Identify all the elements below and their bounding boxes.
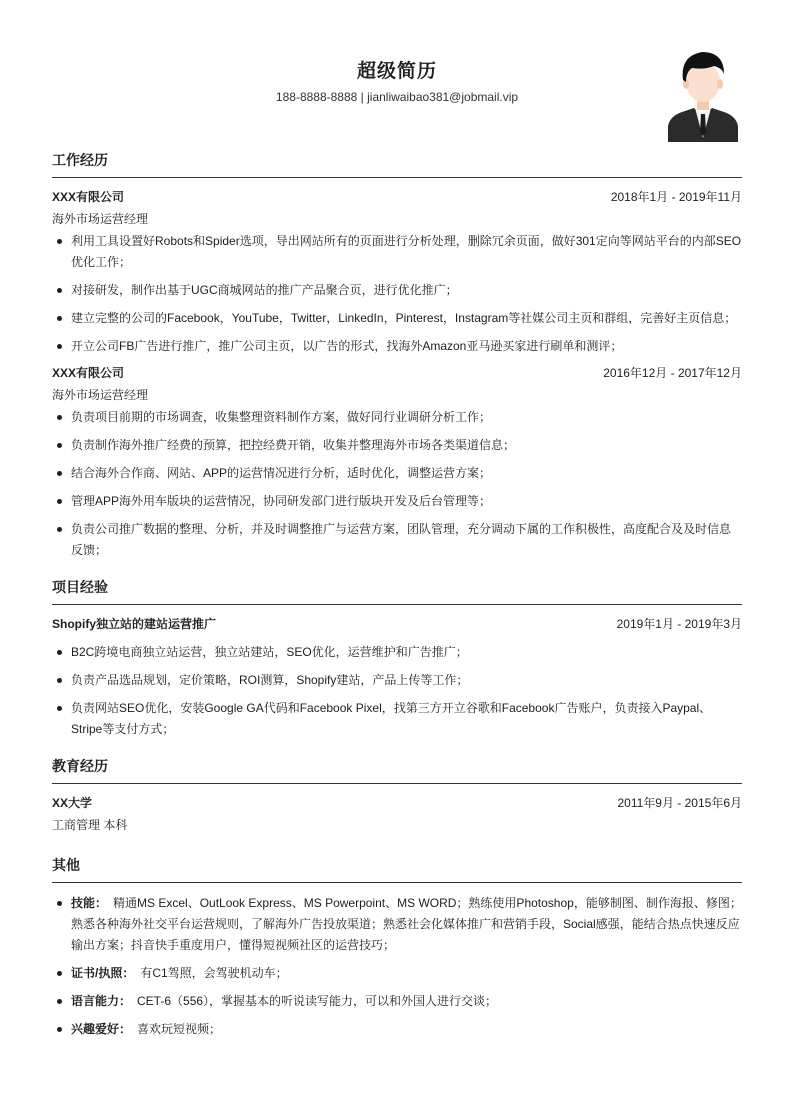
bullet-list — [52, 893, 742, 1040]
work-entry — [52, 188, 742, 357]
list-item: 负责项目前期的市场调查，收集整理资料制作方案，做好同行业调研分析工作； — [52, 407, 742, 428]
education-section — [52, 756, 742, 837]
item-label: 语言能力： — [71, 994, 132, 1008]
project-name: Shopify独立站的建站运营推广 — [52, 617, 216, 631]
item-text: 精通MS Excel、OutLook Express、MS Powerpoint、MS WORD；熟练使用Photoshop，能够制图、制作海报、修图；熟悉各种海外社交平台运营规则，了解海外广告投放渠道；熟悉社会化媒体推广和营销手段，Social感强，能结合热点快速反应输出方案；抖音快手重度用户，懂得短视频社区的运营技巧； — [71, 896, 742, 952]
education-entry — [52, 794, 742, 837]
job-title: 海外市场运营经理 — [52, 212, 149, 226]
list-item: 建立完整的公司的Facebook，YouTube，Twitter，LinkedIn，Pinterest，Instagram等社媒公司主页和群组，完善好主页信息； — [52, 308, 742, 329]
contact-separator: | — [357, 90, 368, 104]
list-item: 开立公司FB广告进行推广，推广公司主页，以广告的形式，找海外Amazon亚马逊买家进行刷单和测评； — [52, 336, 742, 357]
projects-section — [52, 577, 742, 740]
phone-number: 188-8888-8888 — [275, 90, 358, 104]
date-range: 2016年12月 - 2017年12月 — [603, 366, 742, 380]
list-item: 负责制作海外推广经费的预算，把控经费开销，收集并整理海外市场各类渠道信息； — [52, 435, 742, 456]
list-item — [52, 963, 742, 984]
section-title-other: 其他 — [52, 855, 742, 883]
date-range: 2018年1月 - 2019年11月 — [610, 190, 742, 204]
item-label: 证书/执照： — [71, 966, 135, 980]
date-range: 2019年1月 - 2019年3月 — [616, 617, 742, 631]
resume-header — [52, 0, 742, 150]
item-label: 兴趣爱好： — [71, 1022, 132, 1036]
item-text: 喜欢玩短视频； — [137, 1022, 222, 1036]
list-item: 利用工具设置好Robots和Spider选项，导出网站所有的页面进行分析处理，删除冗余页面，做好301定向等网站平台的内部SEO优化工作； — [52, 231, 742, 273]
list-item: 负责产品选品规划，定价策略，ROI测算，Shopify建站，产品上传等工作； — [52, 670, 742, 691]
item-text: 有C1驾照，会驾驶机动车； — [140, 966, 288, 980]
list-item: 负责公司推广数据的整理、分析，并及时调整推广与运营方案，团队管理，充分调动下属的工作积极性，高度配合及及时信息反馈； — [52, 519, 742, 561]
bullet-list — [52, 231, 742, 357]
list-item: 结合海外合作商、网站、APP的运营情况进行分析，适时优化，调整运营方案； — [52, 463, 742, 484]
work-entry — [52, 364, 742, 561]
section-title-projects: 项目经验 — [52, 577, 742, 605]
item-text: CET-6（556），掌握基本的听说读写能力，可以和外国人进行交谈； — [137, 994, 498, 1008]
list-item: 对接研发，制作出基于UGC商城网站的推广产品聚合页，进行优化推广； — [52, 280, 742, 301]
list-item — [52, 991, 742, 1012]
project-entry — [52, 615, 742, 740]
avatar-icon — [668, 46, 738, 142]
section-title-education: 教育经历 — [52, 756, 742, 784]
company-name: XXX有限公司 — [52, 366, 125, 380]
contact-line — [52, 90, 742, 104]
bullet-list — [52, 407, 742, 561]
bullet-list — [52, 642, 742, 740]
item-label: 技能： — [71, 896, 108, 910]
degree: 工商管理 本科 — [52, 818, 128, 832]
school-name: XX大学 — [52, 796, 93, 810]
job-title: 海外市场运营经理 — [52, 388, 149, 402]
list-item — [52, 893, 742, 956]
work-section — [52, 150, 742, 561]
other-section — [52, 855, 742, 1040]
date-range: 2011年9月 - 2015年6月 — [617, 796, 742, 810]
section-title-work: 工作经历 — [52, 150, 742, 178]
company-name: XXX有限公司 — [52, 190, 125, 204]
list-item — [52, 1019, 742, 1040]
list-item: 负责网站SEO优化，安装Google GA代码和Facebook Pixel，找第三方开立谷歌和Facebook广告账户，负责接入Paypal、Stripe等支付方式； — [52, 698, 742, 740]
list-item: B2C跨境电商独立站运营，独立站建站，SEO优化，运营维护和广告推广； — [52, 642, 742, 663]
email-address: jianliwaibao381@jobmail.vip — [367, 90, 519, 104]
list-item: 管理APP海外用车版块的运营情况，协同研发部门进行版块开发及后台管理等； — [52, 491, 742, 512]
candidate-name: 超级简历 — [356, 61, 437, 82]
